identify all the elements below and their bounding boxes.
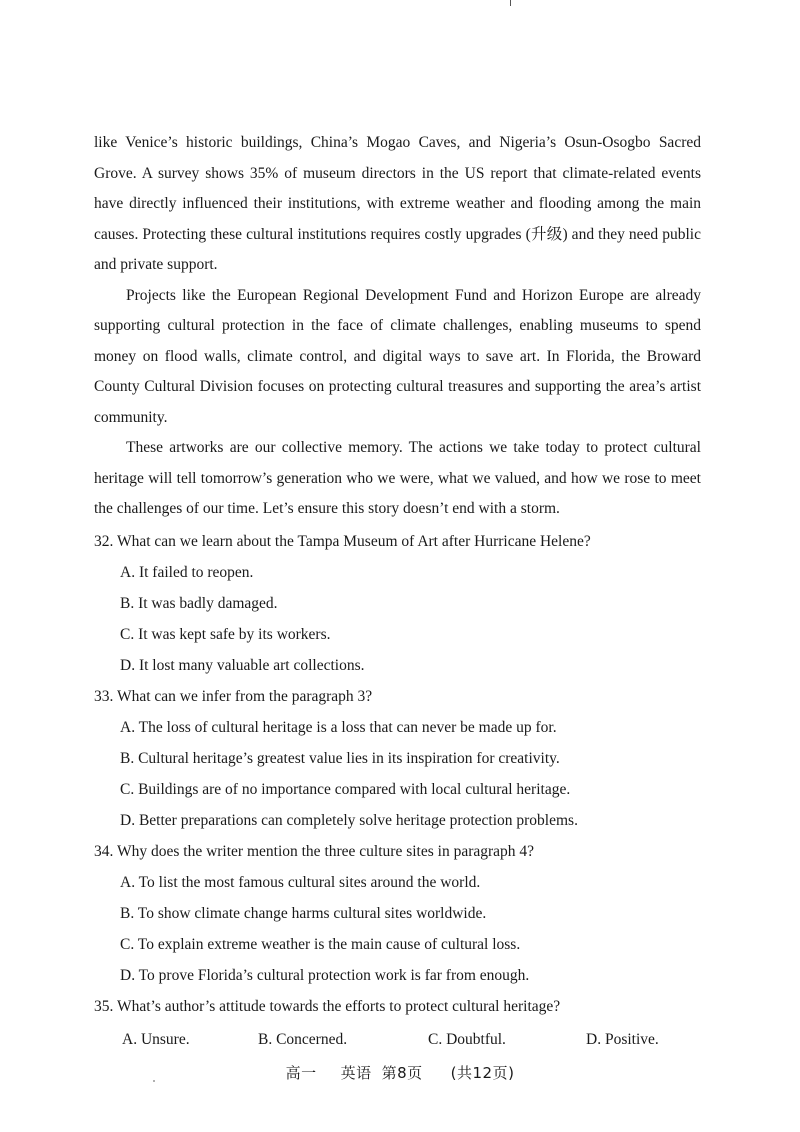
question-35 xyxy=(94,991,714,1058)
option-a: A. It failed to reopen. xyxy=(120,564,254,581)
question-list xyxy=(94,526,714,1058)
option-d: D. To prove Florida’s cultural protection work is far from enough. xyxy=(120,967,530,984)
question-stem: 33. What can we infer from the paragraph 3? xyxy=(94,688,373,705)
option-d: D. Better preparations can completely solve heritage protection problems. xyxy=(120,812,578,829)
option-a: A. The loss of cultural heritage is a loss that can never be made up for. xyxy=(120,719,557,736)
option-a: A. To list the most famous cultural sites around the world. xyxy=(120,874,481,891)
page-footer xyxy=(0,1062,800,1083)
reading-passage xyxy=(94,128,701,525)
question-32 xyxy=(94,526,714,681)
question-stem: 32. What can we learn about the Tampa Museum of Art after Hurricane Helene? xyxy=(94,533,591,550)
passage-paragraph: These artworks are our collective memory. The actions we take today to protect cultural heritage will tell tomorrow’s generation who we were, what we valued, and how we rose to meet the challenges of our time. Let’s ensure this story doesn’t end with a storm. xyxy=(94,439,701,517)
question-34 xyxy=(94,836,714,991)
option-a: A. Unsure. xyxy=(122,1031,190,1048)
page-edge-mark xyxy=(510,0,511,6)
option-row xyxy=(94,1022,714,1058)
option-b: B. To show climate change harms cultural sites worldwide. xyxy=(120,905,487,922)
question-stem: 35. What’s author’s attitude towards the efforts to protect cultural heritage? xyxy=(94,998,561,1015)
option-d: D. It lost many valuable art collections. xyxy=(120,657,365,674)
question-33 xyxy=(94,681,714,836)
option-b: B. Cultural heritage’s greatest value lies in its inspiration for creativity. xyxy=(120,750,560,767)
footer-total-pages: (共12页) xyxy=(450,1064,515,1082)
option-c: C. Doubtful. xyxy=(428,1031,506,1048)
option-d: D. Positive. xyxy=(586,1031,659,1048)
option-c: C. It was kept safe by its workers. xyxy=(120,626,331,643)
option-c: C. Buildings are of no importance compared with local cultural heritage. xyxy=(120,781,571,798)
option-b: B. Concerned. xyxy=(258,1031,348,1048)
footer-subject: 英语 xyxy=(340,1064,372,1082)
footer-grade: 高一 xyxy=(285,1064,317,1082)
option-c: C. To explain extreme weather is the main cause of cultural loss. xyxy=(120,936,521,953)
passage-paragraph: like Venice’s historic buildings, China’s Mogao Caves, and Nigeria’s Osun-Osogbo Sacred Grove. A survey shows 35% of museum directors in the US report that climate-related events have directly influenced their institutions, with extreme weather and flooding among the main causes. Protecting these cultural institutions requires costly upgrades (升级) and they need public and private support. xyxy=(94,134,701,273)
passage-paragraph: Projects like the European Regional Development Fund and Horizon Europe are already supporting cultural protection in the face of climate challenges, enabling museums to spend money on flood walls, climate control, and digital ways to save art. In Florida, the Broward County Cultural Division focuses on protecting cultural treasures and supporting the area’s artist community. xyxy=(94,286,701,426)
option-b: B. It was badly damaged. xyxy=(120,595,278,612)
footer-page-number: 第8页 xyxy=(381,1064,423,1082)
question-stem: 34. Why does the writer mention the three culture sites in paragraph 4? xyxy=(94,843,535,860)
